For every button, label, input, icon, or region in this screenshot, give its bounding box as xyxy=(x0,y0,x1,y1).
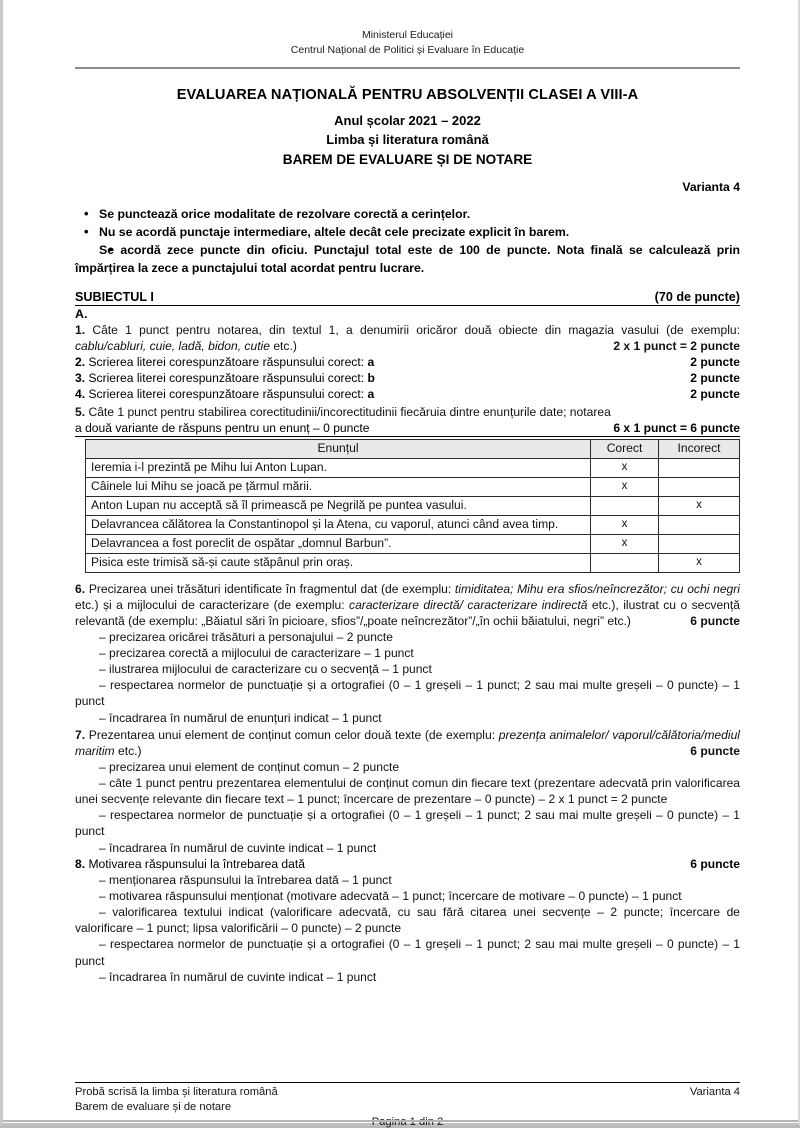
correct-cell: x xyxy=(591,458,659,477)
table-row xyxy=(86,477,740,496)
item-8-sub-1: – menționarea răspunsului la întrebarea dată – 1 punct xyxy=(99,872,392,887)
item-7-points: 6 puncte xyxy=(690,743,740,758)
footer-top-row xyxy=(75,1085,740,1101)
item-6-sub-2: – precizarea corectă a mijlocului de caracterizare – 1 punct xyxy=(99,646,414,660)
ministry-line-2: Centrul Național de Politici și Evaluare în Educație xyxy=(290,43,525,56)
item-6 xyxy=(75,581,740,629)
incorrect-cell: x xyxy=(659,496,740,515)
item-6-number: 6. xyxy=(75,581,86,596)
item-8-points: 6 puncte xyxy=(690,856,740,871)
item-1-text-b: etc.) xyxy=(269,338,297,353)
item-7 xyxy=(75,727,740,759)
item-3-number: 3. xyxy=(75,371,86,386)
item-8-sub-2: – motivarea răspunsului menționat (motivare adecvată – 1 punct; încercare de motivare – 0 puncte) – 1 punct xyxy=(99,889,682,904)
item-2-number: 2. xyxy=(75,355,86,370)
item-5-text-line-1: Câte 1 punct pentru stabilirea corectitudinii/incorectitudinii fiecăruia dintre enunțurile date; notarea xyxy=(88,404,611,419)
correct-cell: x xyxy=(591,477,659,496)
item-3 xyxy=(75,370,740,386)
page-number: Pagina 1 din 2 xyxy=(371,1115,444,1128)
incorrect-cell xyxy=(659,477,740,496)
item-6-example-2: caracterizare directă/ caracterizare indirectă xyxy=(349,597,588,612)
item-5-text-line-2: a două variante de răspuns pentru un enunț – 0 puncte xyxy=(75,420,370,435)
page-title: EVALUAREA NAȚIONALĂ PENTRU ABSOLVENȚII CLASEI A VIII-A xyxy=(176,86,639,103)
column-header-incorrect: Incorect xyxy=(659,439,740,458)
item-5-points: 6 x 1 punct = 6 puncte xyxy=(613,420,740,435)
statement-cell: Delavrancea călătorea la Constantinopol și la Atena, cu vaporul, atunci când avea timp. xyxy=(86,515,591,534)
statement-cell: Delavrancea a fost poreclit de ospătar „domnul Barbun”. xyxy=(86,534,591,553)
item-4-points: 2 puncte xyxy=(690,387,740,402)
correct-cell xyxy=(591,496,659,515)
incorrect-cell: x xyxy=(659,553,740,572)
statement-cell: Ieremia i-l prezintă pe Mihu lui Anton Lupan. xyxy=(86,458,591,477)
column-header-statement: Enunțul xyxy=(86,439,591,458)
intro-bullet-2: • Nu se acordă punctaje intermediare, altele decât cele precizate explicit în barem. xyxy=(75,224,740,242)
incorrect-cell xyxy=(659,534,740,553)
item-6-example-1: timiditatea; Mihu era sfios/neîncrezător; cu ochi negri xyxy=(454,581,740,596)
item-2-answer: a xyxy=(367,355,375,370)
item-6-seg-2: etc.) și a mijlocului de caracterizare (de exemplu: xyxy=(75,597,350,612)
intro-bullet-3: • Se acordă zece puncte din oficiu. Punctajul total este de 100 de puncte. Nota finală se calculează prin împărțirea la zece a punctajului total acordat pentru lucrare. xyxy=(75,242,740,278)
statements-table xyxy=(85,439,740,573)
statement-cell: Pisica este trimisă să-și caute stăpânul prin oraș. xyxy=(86,553,591,572)
table-row xyxy=(86,515,740,534)
header-rule xyxy=(75,67,740,69)
item-8-sub-4: – respectarea normelor de punctuație și a ortografiei (0 – 1 greșeli – 1 punct; 2 sau mai multe greșeli – 0 puncte) – 1 punct xyxy=(75,937,740,968)
item-2-points: 2 puncte xyxy=(690,355,740,370)
item-8-number: 8. xyxy=(75,856,86,871)
item-6-sub-1: – precizarea oricărei trăsături a personajului – 2 puncte xyxy=(99,629,393,644)
incorrect-cell xyxy=(659,515,740,534)
item-2 xyxy=(75,354,740,370)
item-7-seg-2: etc.) xyxy=(114,743,142,758)
subject-label: SUBIECTUL I xyxy=(75,289,154,304)
footer-variant: Varianta 4 xyxy=(689,1086,740,1098)
item-1-text-a: Câte 1 punct pentru notarea, din textul 1, a denumirii oricăror două obiecte din magazia vasului (de exemplu: xyxy=(92,322,740,337)
item-1-number: 1. xyxy=(75,322,86,337)
subject-points: (70 de puncte) xyxy=(654,289,740,304)
correct-cell: x xyxy=(591,515,659,534)
item-1-examples: cablu/cabluri, cuie, ladă, bidon, cutie xyxy=(75,338,270,353)
item-6-points: 6 puncte xyxy=(690,613,740,628)
ministry-header xyxy=(75,0,740,58)
item-8 xyxy=(75,856,740,872)
item-7-sub-1: – precizarea unui element de conținut comun – 2 puncte xyxy=(99,759,400,774)
item-6-sub-5: – încadrarea în numărul de enunțuri indicat – 1 punct xyxy=(99,710,382,725)
table-row xyxy=(86,534,740,553)
school-year: Anul școlar 2021 – 2022 xyxy=(334,112,481,128)
item-6-seg-3: etc.), ilustrat cu o secvență relevantă (de exemplu: „Băiatul sări în picioare, sfios”/„poate neîncrezător”/„în ochii băiatului, negri” etc.) xyxy=(75,597,740,628)
table-row xyxy=(86,496,740,515)
item-5-line-2 xyxy=(75,420,740,437)
item-3-answer: b xyxy=(367,371,375,386)
item-7-sub-3: – respectarea normelor de punctuație și a ortografiei (0 – 1 greșeli – 1 punct; 2 sau mai multe greșeli – 0 puncte) – 1 punct xyxy=(75,808,740,839)
item-7-sub-2: – câte 1 punct pentru prezentarea elementului de conținut comun din fiecare text (prezentare adecvată prin valorificarea unei secvențe relevante din fiecare text – 1 punct; încercare de prezentare – 0 puncte) – 2 x 1 punct = 2 puncte xyxy=(75,776,740,807)
incorrect-cell xyxy=(659,458,740,477)
item-7-sub-4: – încadrarea în numărul de cuvinte indicat – 1 punct xyxy=(99,840,377,855)
item-8-text: Motivarea răspunsului la întrebarea dată xyxy=(88,856,305,871)
part-label: A. xyxy=(75,306,88,321)
ministry-line-1: Ministerul Educației xyxy=(361,29,454,41)
item-6-sub-4: – respectarea normelor de punctuație și a ortografiei (0 – 1 greșeli – 1 punct; 2 sau mai multe greșeli – 0 puncte) – 1 punct xyxy=(75,678,740,709)
item-7-seg-1: Prezentarea unui element de conținut comun celor două texte (de exemplu: xyxy=(88,727,499,742)
item-3-points: 2 puncte xyxy=(690,371,740,386)
item-2-text: Scrierea literei corespunzătoare răspunsului corect: xyxy=(88,355,368,370)
table-row xyxy=(86,553,740,572)
subject-header xyxy=(75,290,740,306)
statement-cell: Câinele lui Mihu se joacă pe țărmul mării. xyxy=(86,477,591,496)
item-3-text: Scrierea literei corespunzătoare răspunsului corect: xyxy=(88,371,368,386)
item-1 xyxy=(75,322,740,354)
footer-exam-label: Probă scrisă la limba și literatura română xyxy=(75,1086,278,1098)
subject-name: Limba și literatura română xyxy=(326,132,489,148)
item-6-sub-3: – ilustrarea mijlocului de caracterizare cu o secvență – 1 punct xyxy=(99,662,432,677)
item-4-text: Scrierea literei corespunzătoare răspunsului corect: xyxy=(88,387,368,402)
variant-label: Varianta 4 xyxy=(682,180,740,195)
title-block xyxy=(75,85,740,170)
table-row xyxy=(86,458,740,477)
correct-cell: x xyxy=(591,534,659,553)
item-4-number: 4. xyxy=(75,387,86,402)
item-8-sub-5: – încadrarea în numărul de cuvinte indicat – 1 punct xyxy=(99,969,377,984)
statement-cell: Anton Lupan nu acceptă să îl primească pe Negrilă pe puntea vasului. xyxy=(86,496,591,515)
item-4-answer: a xyxy=(367,387,375,402)
item-1-points: 2 x 1 punct = 2 puncte xyxy=(613,338,740,353)
item-6-seg-1: Precizarea unei trăsături identificate în fragmentul dat (de exemplu: xyxy=(88,581,455,596)
item-8-sub-3: – valorificarea textului indicat (valorificare adecvată, cu sau fără citarea unei secvențe – 2 puncte; încercare de valorificare – 1 punct; lipsa valorificării – 0 puncte) – 2 puncte xyxy=(75,905,740,936)
document-type: BAREM DE EVALUARE ȘI DE NOTARE xyxy=(282,151,533,167)
correct-cell xyxy=(591,553,659,572)
column-header-correct: Corect xyxy=(591,439,659,458)
footer-rule xyxy=(75,1082,740,1083)
statements-table-wrapper xyxy=(85,439,740,573)
bottom-rule xyxy=(3,1120,798,1122)
footer-doc-label: Barem de evaluare și de notare xyxy=(75,1100,232,1113)
item-7-example-1: prezența animalelor/ vaporul/călătoria/mediul maritim xyxy=(75,727,740,758)
item-5-line-1 xyxy=(75,404,740,420)
item-4 xyxy=(75,386,740,402)
intro-bullet-1: • Se punctează orice modalitate de rezolvare corectă a cerințelor. xyxy=(75,206,740,224)
item-7-number: 7. xyxy=(75,727,86,742)
table-header-row xyxy=(86,439,740,458)
intro-bullet-list xyxy=(75,206,740,278)
page-content xyxy=(75,0,740,1123)
item-5-number: 5. xyxy=(75,404,86,419)
